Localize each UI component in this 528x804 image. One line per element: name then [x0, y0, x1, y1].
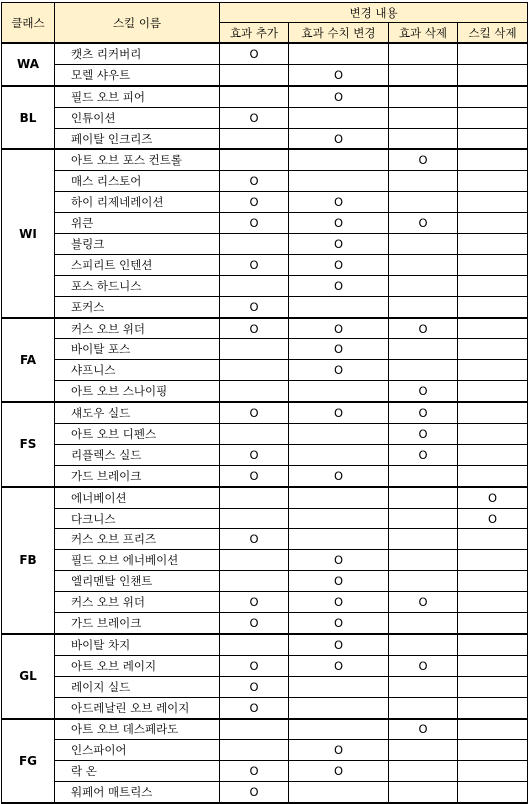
table-row — [2, 761, 528, 782]
effect-add-cell — [220, 444, 289, 465]
effect-add-cell — [220, 64, 289, 85]
effect-value-change-cell — [289, 339, 389, 360]
change-mark: O — [418, 216, 428, 231]
effect-remove-cell — [389, 402, 458, 423]
effect-remove-cell — [389, 107, 458, 128]
effect-remove-cell — [389, 508, 458, 529]
skill-remove-cell — [458, 571, 528, 592]
effect-value-change-cell — [289, 275, 389, 296]
effect-add-cell — [220, 339, 289, 360]
table-row — [2, 360, 528, 381]
effect-remove-cell — [389, 64, 458, 85]
effect-value-change-cell — [289, 360, 389, 381]
effect-remove-cell — [389, 381, 458, 402]
effect-add-cell — [220, 529, 289, 550]
skill-name-cell: 워페어 매트릭스 — [55, 782, 220, 803]
skill-name-cell: 리플렉스 실드 — [55, 444, 220, 465]
effect-remove-cell — [389, 213, 458, 234]
effect-add-cell — [220, 719, 289, 740]
skill-name-cell: 블링크 — [55, 234, 220, 255]
effect-add-cell — [220, 550, 289, 571]
effect-remove-cell — [389, 444, 458, 465]
effect-remove-cell — [389, 86, 458, 107]
change-mark: O — [249, 615, 259, 630]
skill-name-cell: 아트 오브 디펜스 — [55, 424, 220, 445]
effect-value-change-cell — [289, 171, 389, 192]
effect-add-cell — [220, 192, 289, 213]
effect-add-cell — [220, 86, 289, 107]
change-mark: O — [333, 553, 344, 568]
change-mark: O — [418, 722, 428, 737]
table-row — [2, 465, 528, 486]
effect-value-change-cell — [289, 86, 389, 107]
effect-value-change-cell — [289, 740, 389, 761]
skill-remove-cell — [458, 465, 528, 486]
effect-add-cell — [220, 43, 289, 64]
effect-value-change-cell — [289, 381, 389, 402]
effect-add-cell — [220, 254, 289, 275]
change-mark: O — [333, 67, 344, 82]
skill-remove-cell — [458, 213, 528, 234]
table-row — [2, 550, 528, 571]
skill-name-cell: 에너베이션 — [55, 487, 220, 508]
effect-add-cell — [220, 571, 289, 592]
skill-remove-cell — [458, 128, 528, 149]
effect-remove-cell — [389, 592, 458, 613]
effect-value-change-cell — [289, 719, 389, 740]
skill-remove-cell — [458, 634, 528, 655]
skill-remove-cell — [458, 275, 528, 296]
effect-add-cell — [220, 592, 289, 613]
skill-name-cell: 하이 리제네레이션 — [55, 192, 220, 213]
change-mark: O — [333, 257, 344, 272]
change-mark: O — [333, 406, 344, 421]
change-mark: O — [249, 658, 259, 673]
table-row — [2, 634, 528, 655]
change-mark: O — [249, 468, 259, 483]
change-mark: O — [249, 785, 259, 800]
skill-remove-cell — [458, 676, 528, 697]
effect-value-change-cell — [289, 149, 389, 170]
effect-value-change-cell — [289, 402, 389, 423]
effect-add-cell — [220, 465, 289, 486]
effect-add-cell — [220, 487, 289, 508]
skill-remove-cell — [458, 43, 528, 64]
effect-value-change-cell — [289, 64, 389, 85]
change-mark: O — [333, 764, 344, 779]
table-row — [2, 339, 528, 360]
table-row — [2, 719, 528, 740]
effect-add-cell — [220, 761, 289, 782]
skill-name-cell: 바이탈 차지 — [55, 634, 220, 655]
effect-add-cell — [220, 234, 289, 255]
skill-name-cell: 아트 오브 스나이핑 — [55, 381, 220, 402]
change-mark: O — [333, 468, 344, 483]
effect-value-change-cell — [289, 676, 389, 697]
effect-value-change-cell — [289, 296, 389, 317]
change-mark: O — [249, 299, 259, 314]
skill-remove-cell — [458, 318, 528, 339]
effect-value-change-cell — [289, 655, 389, 676]
effect-remove-cell — [389, 571, 458, 592]
effect-remove-cell — [389, 192, 458, 213]
effect-value-change-cell — [289, 234, 389, 255]
table-body — [2, 43, 528, 803]
change-mark: O — [333, 615, 344, 630]
effect-remove-cell — [389, 634, 458, 655]
change-mark: O — [249, 700, 259, 715]
change-mark: O — [418, 321, 428, 336]
change-group-header: 변경 내용 — [220, 3, 528, 23]
table-row — [2, 234, 528, 255]
effect-value-change-cell — [289, 444, 389, 465]
table-row — [2, 128, 528, 149]
skill-remove-cell — [458, 64, 528, 85]
effect-value-change-cell — [289, 571, 389, 592]
effect-remove-cell — [389, 171, 458, 192]
table-row — [2, 149, 528, 170]
table-row — [2, 107, 528, 128]
skill-name-cell: 가드 브레이크 — [55, 613, 220, 634]
effect-add-cell — [220, 381, 289, 402]
effect-value-change-cell — [289, 592, 389, 613]
skill-remove-column-header: 스킬 삭제 — [458, 23, 528, 44]
skill-name-cell: 모렐 샤우트 — [55, 64, 220, 85]
effect-remove-cell — [389, 339, 458, 360]
skill-remove-cell — [458, 424, 528, 445]
effect-value-change-cell — [289, 508, 389, 529]
skill-remove-cell — [458, 592, 528, 613]
effect-add-cell — [220, 213, 289, 234]
change-mark: O — [333, 131, 344, 146]
effect-remove-cell — [389, 43, 458, 64]
table-row — [2, 86, 528, 107]
skill-name-cell: 포스 하드니스 — [55, 275, 220, 296]
skill-remove-cell — [458, 107, 528, 128]
effect-add-cell — [220, 402, 289, 423]
effect-add-cell — [220, 107, 289, 128]
skill-name-cell: 레이지 실드 — [55, 676, 220, 697]
change-mark: O — [418, 426, 428, 441]
change-mark: O — [333, 236, 344, 251]
table-row — [2, 697, 528, 718]
effect-add-cell — [220, 171, 289, 192]
table-row — [2, 318, 528, 339]
skill-name-cell: 아트 오브 레이지 — [55, 655, 220, 676]
skill-name-cell: 필드 오브 피어 — [55, 86, 220, 107]
change-mark: O — [333, 363, 344, 378]
effect-value-change-cell — [289, 192, 389, 213]
change-mark: O — [487, 511, 498, 526]
effect-add-cell — [220, 424, 289, 445]
effect-value-change-cell — [289, 529, 389, 550]
effect-remove-cell — [389, 234, 458, 255]
skill-remove-cell — [458, 339, 528, 360]
effect-add-cell — [220, 128, 289, 149]
skill-name-cell: 매스 리스토어 — [55, 171, 220, 192]
table-row — [2, 43, 528, 64]
change-mark: O — [249, 679, 259, 694]
skill-remove-cell — [458, 655, 528, 676]
change-mark: O — [333, 278, 344, 293]
effect-remove-cell — [389, 149, 458, 170]
effect-value-change-cell — [289, 697, 389, 718]
skill-name-cell: 아트 오브 데스페라도 — [55, 719, 220, 740]
change-mark: O — [249, 110, 259, 125]
effect-remove-cell — [389, 275, 458, 296]
effect-remove-cell — [389, 128, 458, 149]
effect-value-change-cell — [289, 613, 389, 634]
effect-value-change-cell — [289, 213, 389, 234]
skill-name-cell: 바이탈 포스 — [55, 339, 220, 360]
change-mark: O — [333, 574, 344, 589]
change-mark: O — [249, 216, 259, 231]
table-row — [2, 655, 528, 676]
table-row — [2, 254, 528, 275]
skill-remove-cell — [458, 86, 528, 107]
effect-value-change-cell — [289, 761, 389, 782]
change-mark: O — [249, 406, 259, 421]
table-row — [2, 571, 528, 592]
skill-name-cell: 엘리멘탈 인챈트 — [55, 571, 220, 592]
table-row — [2, 64, 528, 85]
effect-add-cell — [220, 655, 289, 676]
skill-name-cell: 락 온 — [55, 761, 220, 782]
change-mark: O — [249, 764, 259, 779]
skill-name-cell: 커스 오브 위더 — [55, 318, 220, 339]
change-mark: O — [333, 321, 344, 336]
change-mark: O — [418, 384, 428, 399]
skill-remove-cell — [458, 402, 528, 423]
skill-remove-cell — [458, 761, 528, 782]
table-row — [2, 613, 528, 634]
effect-add-cell — [220, 697, 289, 718]
table-row — [2, 424, 528, 445]
skill-name-cell: 위큰 — [55, 213, 220, 234]
effect-add-column-header: 효과 추가 — [220, 23, 289, 44]
effect-value-change-cell — [289, 550, 389, 571]
class-cell: WI — [2, 149, 55, 317]
effect-remove-cell — [389, 655, 458, 676]
skill-name-cell: 가드 브레이크 — [55, 465, 220, 486]
change-mark: O — [418, 595, 428, 610]
skill-name-cell: 페이탈 인크리즈 — [55, 128, 220, 149]
skill-remove-cell — [458, 508, 528, 529]
change-mark: O — [333, 216, 344, 231]
class-cell: FG — [2, 719, 55, 804]
effect-add-cell — [220, 740, 289, 761]
change-mark: O — [249, 46, 259, 61]
skill-name-cell: 아드레날린 오브 레이지 — [55, 697, 220, 718]
change-mark: O — [249, 195, 259, 210]
skill-remove-cell — [458, 381, 528, 402]
class-cell: GL — [2, 634, 55, 719]
table-row — [2, 592, 528, 613]
effect-value-change-column-header: 효과 수치 변경 — [289, 23, 389, 44]
table-row — [2, 529, 528, 550]
effect-add-cell — [220, 318, 289, 339]
effect-add-cell — [220, 296, 289, 317]
effect-remove-cell — [389, 254, 458, 275]
skill-remove-cell — [458, 487, 528, 508]
skill-remove-cell — [458, 234, 528, 255]
table-row — [2, 444, 528, 465]
change-mark: O — [418, 447, 428, 462]
skill-remove-cell — [458, 171, 528, 192]
effect-add-cell — [220, 676, 289, 697]
skill-name-cell: 스피리트 인텐션 — [55, 254, 220, 275]
effect-add-cell — [220, 508, 289, 529]
change-mark: O — [333, 89, 344, 104]
effect-remove-cell — [389, 296, 458, 317]
skill-name-cell: 인스파이어 — [55, 740, 220, 761]
effect-remove-cell — [389, 424, 458, 445]
skill-remove-cell — [458, 360, 528, 381]
change-mark: O — [333, 743, 344, 758]
effect-remove-cell — [389, 318, 458, 339]
effect-remove-cell — [389, 360, 458, 381]
skill-remove-cell — [458, 192, 528, 213]
class-cell: WA — [2, 43, 55, 86]
effect-remove-cell — [389, 465, 458, 486]
skill-remove-cell — [458, 296, 528, 317]
table-row — [2, 275, 528, 296]
effect-remove-cell — [389, 719, 458, 740]
table-row — [2, 213, 528, 234]
effect-value-change-cell — [289, 634, 389, 655]
skill-remove-cell — [458, 254, 528, 275]
change-mark: O — [333, 658, 344, 673]
effect-add-cell — [220, 275, 289, 296]
table-row — [2, 740, 528, 761]
effect-remove-cell — [389, 676, 458, 697]
skill-name-cell: 필드 오브 에너베이션 — [55, 550, 220, 571]
effect-remove-cell — [389, 740, 458, 761]
change-mark: O — [487, 490, 498, 505]
table-row — [2, 192, 528, 213]
effect-value-change-cell — [289, 465, 389, 486]
table-row — [2, 402, 528, 423]
skill-remove-cell — [458, 444, 528, 465]
skill-remove-cell — [458, 740, 528, 761]
change-mark: O — [249, 321, 259, 336]
effect-remove-cell — [389, 487, 458, 508]
skill-remove-cell — [458, 149, 528, 170]
change-mark: O — [249, 532, 259, 547]
effect-remove-cell — [389, 529, 458, 550]
change-mark: O — [333, 637, 344, 652]
class-cell: FS — [2, 402, 55, 487]
effect-remove-cell — [389, 761, 458, 782]
effect-value-change-cell — [289, 424, 389, 445]
skill-name-cell: 커스 오브 프리즈 — [55, 529, 220, 550]
skill-remove-cell — [458, 529, 528, 550]
table-header — [2, 3, 528, 44]
table-row — [2, 676, 528, 697]
change-mark: O — [418, 406, 428, 421]
effect-remove-cell — [389, 613, 458, 634]
effect-value-change-cell — [289, 254, 389, 275]
table-row — [2, 508, 528, 529]
change-mark: O — [333, 342, 344, 357]
effect-add-cell — [220, 149, 289, 170]
effect-value-change-cell — [289, 487, 389, 508]
effect-value-change-cell — [289, 128, 389, 149]
effect-add-cell — [220, 360, 289, 381]
change-mark: O — [249, 595, 259, 610]
change-mark: O — [333, 195, 344, 210]
change-mark: O — [249, 257, 259, 272]
skill-change-table — [1, 2, 528, 804]
class-column-header: 클래스 — [2, 3, 55, 44]
class-cell: BL — [2, 86, 55, 150]
change-mark: O — [249, 447, 259, 462]
change-mark: O — [418, 153, 428, 168]
skill-remove-cell — [458, 719, 528, 740]
skill-name-cell: 캣츠 리커버리 — [55, 43, 220, 64]
effect-value-change-cell — [289, 318, 389, 339]
effect-remove-cell — [389, 550, 458, 571]
table-row — [2, 171, 528, 192]
effect-remove-cell — [389, 697, 458, 718]
skill-name-cell: 다크니스 — [55, 508, 220, 529]
change-mark: O — [333, 595, 344, 610]
change-mark: O — [418, 658, 428, 673]
table-row — [2, 487, 528, 508]
effect-add-cell — [220, 613, 289, 634]
skill-name-cell: 샤프니스 — [55, 360, 220, 381]
skill-name-cell: 포커스 — [55, 296, 220, 317]
skill-remove-cell — [458, 697, 528, 718]
skill-name-column-header: 스킬 이름 — [55, 3, 220, 44]
effect-remove-column-header: 효과 삭제 — [389, 23, 458, 44]
table-row — [2, 296, 528, 317]
table-row — [2, 381, 528, 402]
class-cell: FB — [2, 487, 55, 634]
effect-add-cell — [220, 634, 289, 655]
skill-name-cell: 섀도우 실드 — [55, 402, 220, 423]
effect-value-change-cell — [289, 107, 389, 128]
skill-name-cell: 인튜이션 — [55, 107, 220, 128]
skill-remove-cell — [458, 613, 528, 634]
skill-name-cell: 커스 오브 위더 — [55, 592, 220, 613]
class-cell: FA — [2, 318, 55, 403]
effect-value-change-cell — [289, 43, 389, 64]
skill-remove-cell — [458, 550, 528, 571]
change-mark: O — [249, 174, 259, 189]
skill-name-cell: 아트 오브 포스 컨트롤 — [55, 149, 220, 170]
